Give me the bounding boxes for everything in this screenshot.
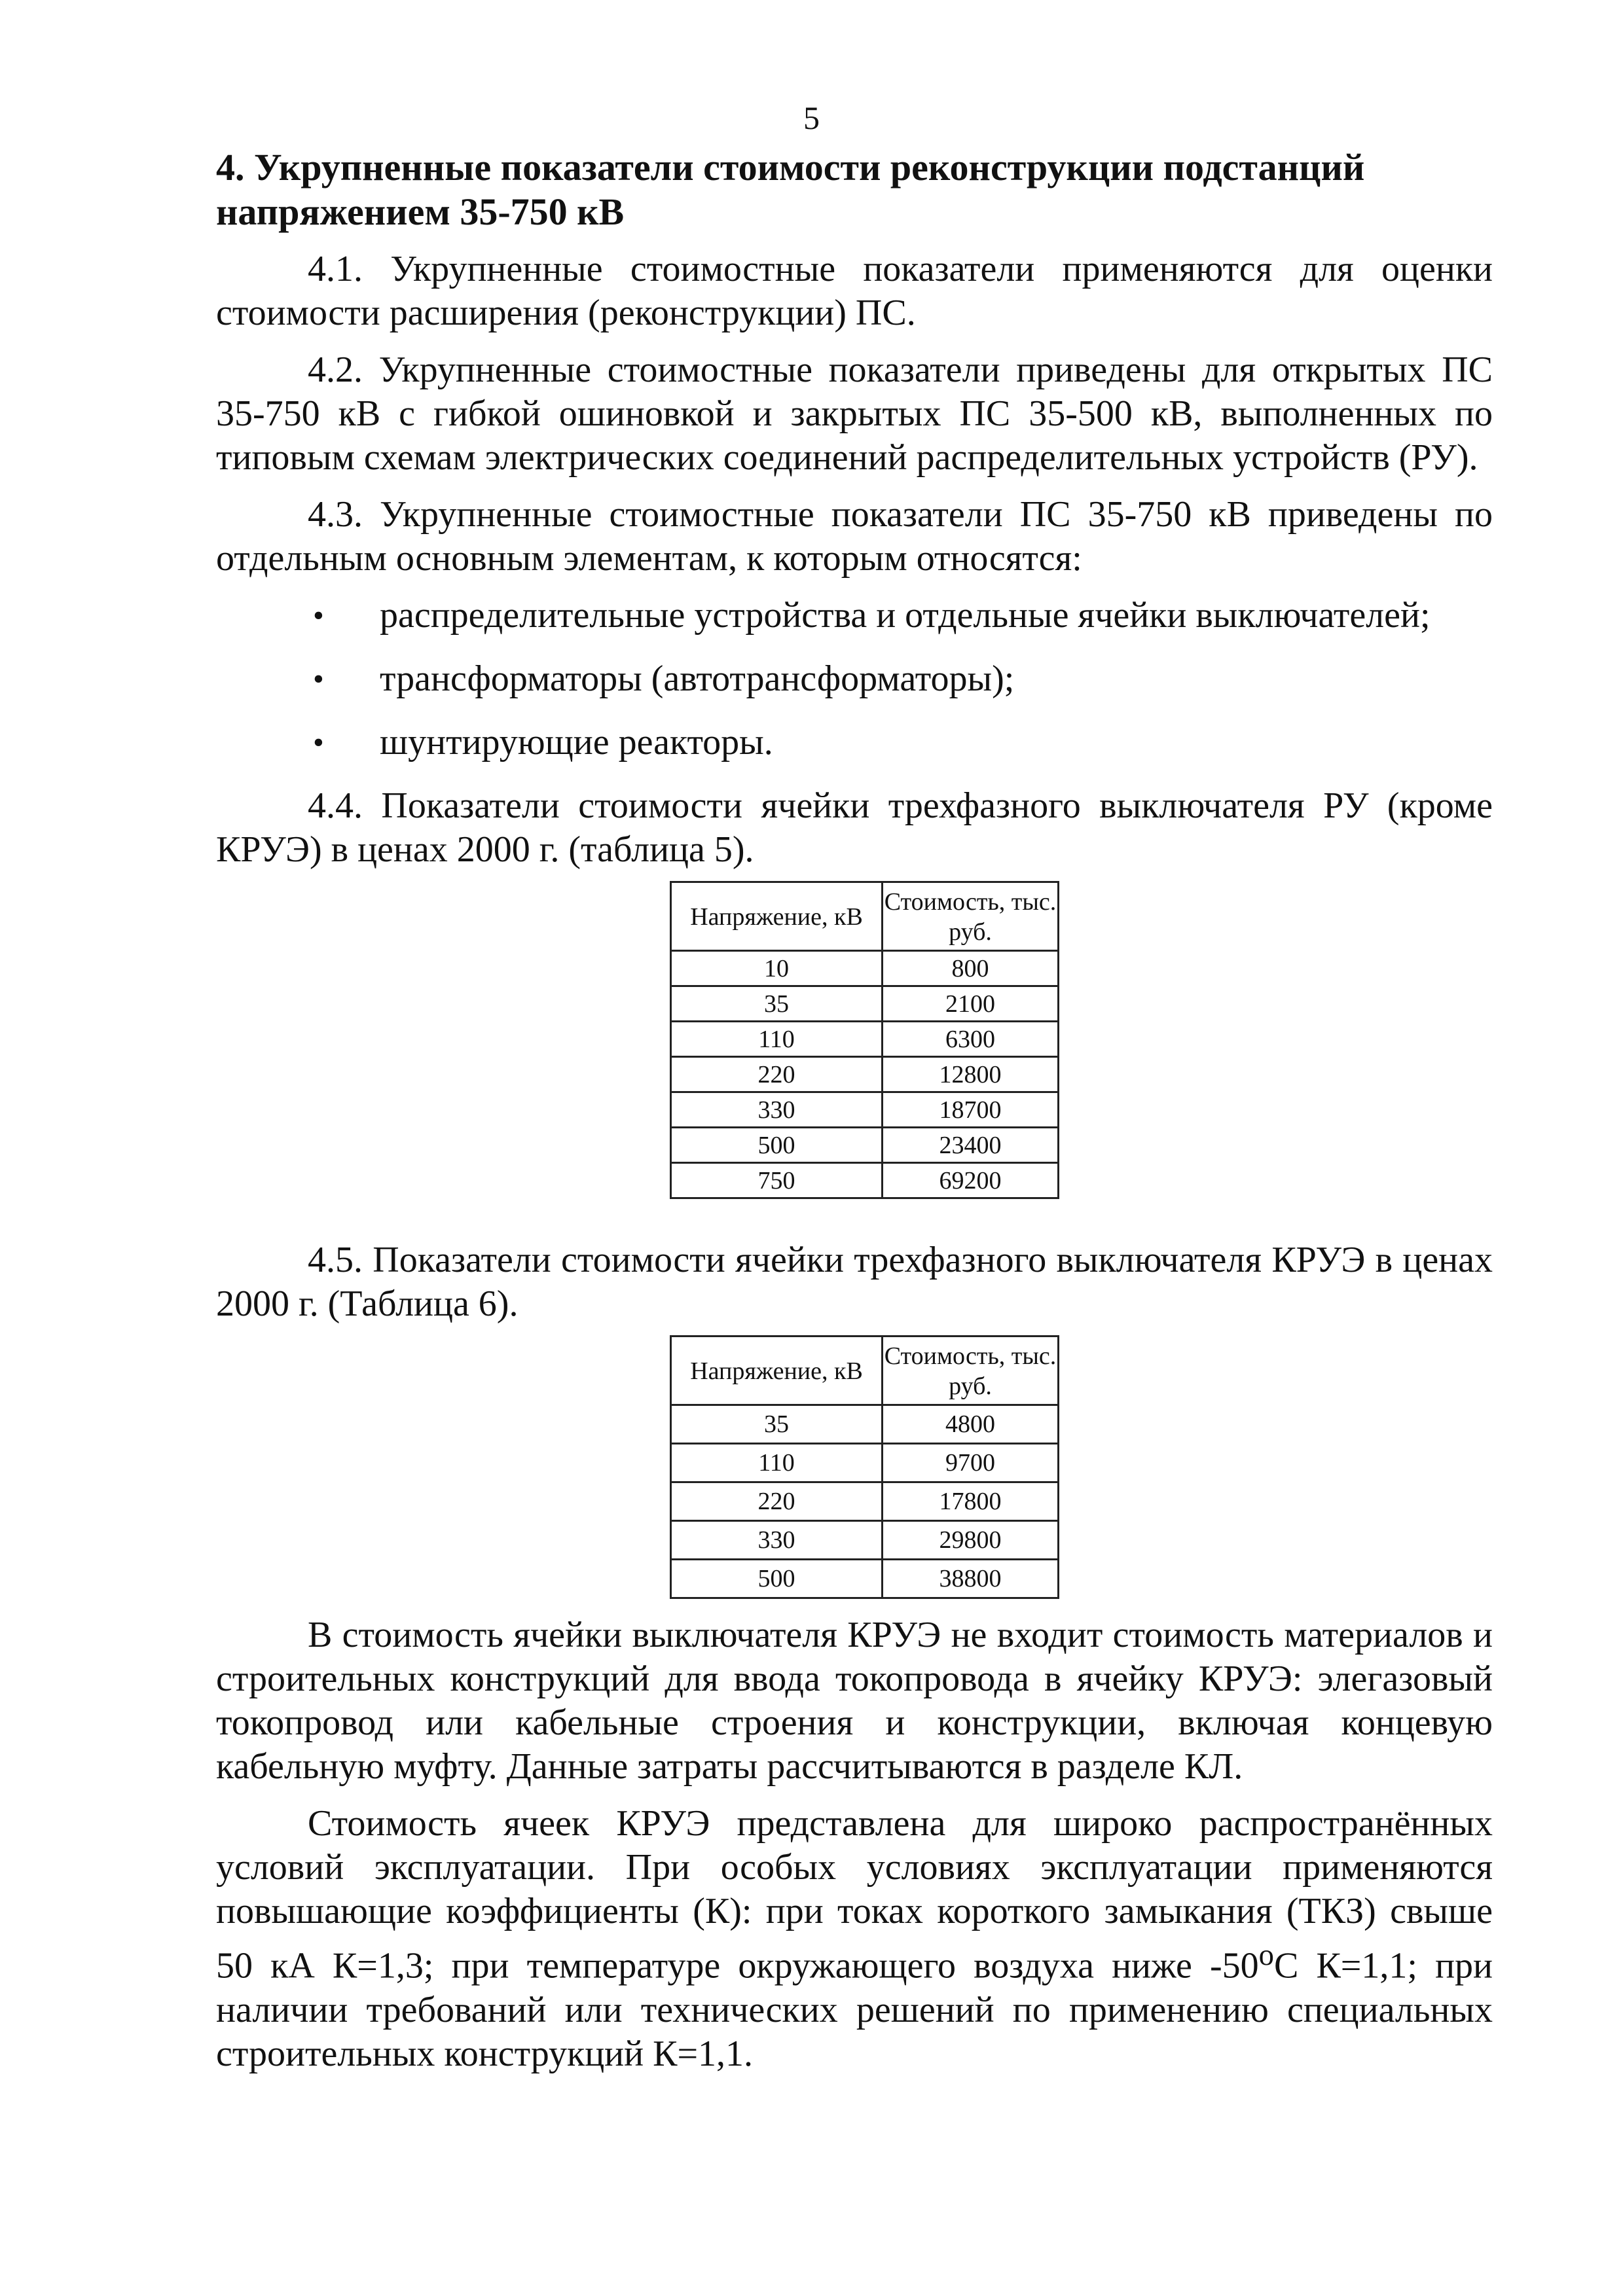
cell-voltage: 10	[671, 951, 883, 986]
paragraph-4-1: 4.1. Укрупненные стоимостные показатели применяются для оценки стоимости расширения (реконструкции) ПС.	[216, 249, 1493, 333]
table-5	[670, 881, 1059, 1199]
list-item-text: шунтирующие реакторы.	[380, 722, 773, 762]
degree-superscript: о	[1258, 1938, 1274, 1972]
page-number: 5	[803, 99, 820, 136]
table-row	[671, 1521, 1059, 1560]
paragraph-4-4: 4.4. Показатели стоимости ячейки трехфазного выключателя РУ (кроме КРУЭ) в ценах 2000 г. (таблица 5).	[216, 785, 1493, 870]
cell-cost: 9700	[883, 1444, 1059, 1482]
cell-voltage: 35	[671, 1405, 883, 1444]
paragraph-coefficients	[216, 1802, 1493, 2076]
column-header-cost: Стоимость, тыс. руб.	[883, 1336, 1059, 1405]
cell-voltage: 500	[671, 1128, 883, 1163]
coefficients-text-part1: Стоимость ячеек КРУЭ представлена для широко распространённых условий эксплуатации. При особых условиях эксплуатации применяются повышающие коэффициенты (К): при токах короткого замыкания (ТКЗ) свыше 50 кА К=1,3; при температуре окружающего воздуха ниже -50	[216, 1803, 1493, 1986]
bullet-icon: •	[313, 725, 324, 760]
list-item	[216, 594, 1493, 637]
cell-voltage: 750	[671, 1163, 883, 1198]
list-item	[216, 657, 1493, 701]
table-row	[671, 1057, 1059, 1092]
list-item	[216, 721, 1493, 764]
cell-cost: 69200	[883, 1163, 1059, 1198]
paragraph-4-3: 4.3. Укрупненные стоимостные показатели ПС 35-750 кВ приведены по отдельным основным элементам, к которым относятся:	[216, 494, 1493, 579]
table-row	[671, 1405, 1059, 1444]
cell-voltage: 220	[671, 1057, 883, 1092]
column-header-voltage: Напряжение, кВ	[671, 1336, 883, 1405]
cell-cost: 800	[883, 951, 1059, 986]
cell-cost: 23400	[883, 1128, 1059, 1163]
table-row	[671, 1444, 1059, 1482]
table-row	[671, 1560, 1059, 1598]
cell-voltage: 35	[671, 986, 883, 1022]
cell-voltage: 330	[671, 1092, 883, 1128]
paragraph-4-5: 4.5. Показатели стоимости ячейки трехфазного выключателя КРУЭ в ценах 2000 г. (Таблица 6).	[216, 1240, 1493, 1324]
cell-cost: 29800	[883, 1521, 1059, 1560]
table-row	[671, 986, 1059, 1022]
table-header-row	[671, 1336, 1059, 1405]
column-header-voltage: Напряжение, кВ	[671, 882, 883, 951]
cell-voltage: 110	[671, 1444, 883, 1482]
bullet-icon: •	[313, 662, 324, 696]
cell-cost: 18700	[883, 1092, 1059, 1128]
cell-voltage: 220	[671, 1482, 883, 1521]
column-header-cost: Стоимость, тыс. руб.	[883, 882, 1059, 951]
cell-cost: 17800	[883, 1482, 1059, 1521]
table-row	[671, 951, 1059, 986]
list-item-text: распределительные устройства и отдельные ячейки выключателей;	[380, 595, 1431, 636]
paragraph-4-2: 4.2. Укрупненные стоимостные показатели приведены для открытых ПС 35-750 кВ с гибкой ошиновкой и закрытых ПС 35-500 кВ, выполненных по типовым схемам электрических соединений распределительных устройств (РУ).	[216, 350, 1493, 478]
cell-cost: 6300	[883, 1022, 1059, 1057]
table-row	[671, 1163, 1059, 1198]
list-item-text: трансформаторы (автотрансформаторы);	[380, 658, 1015, 699]
cell-voltage: 330	[671, 1521, 883, 1560]
bullet-icon: •	[313, 598, 324, 633]
cell-cost: 2100	[883, 986, 1059, 1022]
cell-cost: 12800	[883, 1057, 1059, 1092]
document-body	[216, 145, 1493, 2089]
table-row	[671, 1482, 1059, 1521]
cell-voltage: 500	[671, 1560, 883, 1598]
table-header-row	[671, 882, 1059, 951]
cell-cost: 38800	[883, 1560, 1059, 1598]
paragraph-exclusions: В стоимость ячейки выключателя КРУЭ не входит стоимость материалов и строительных конструкций для ввода токопровода в ячейку КРУЭ: элегазовый токопровод или кабельные строения и конструкции, включая концевую кабельную муфту. Данные затраты рассчитываются в разделе КЛ.	[216, 1615, 1493, 1787]
table-row	[671, 1022, 1059, 1057]
table-row	[671, 1092, 1059, 1128]
cell-cost: 4800	[883, 1405, 1059, 1444]
cell-voltage: 110	[671, 1022, 883, 1057]
table-6	[670, 1335, 1059, 1599]
table-row	[671, 1128, 1059, 1163]
section-heading: 4. Укрупненные показатели стоимости реконструкции подстанций напряжением 35-750 кВ	[216, 146, 1365, 233]
elements-list	[216, 594, 1493, 764]
coefficients-text-part2: С К=1,1; при наличии требований или технических решений по применению специальных строительных конструкций К=1,1.	[216, 1945, 1493, 2074]
